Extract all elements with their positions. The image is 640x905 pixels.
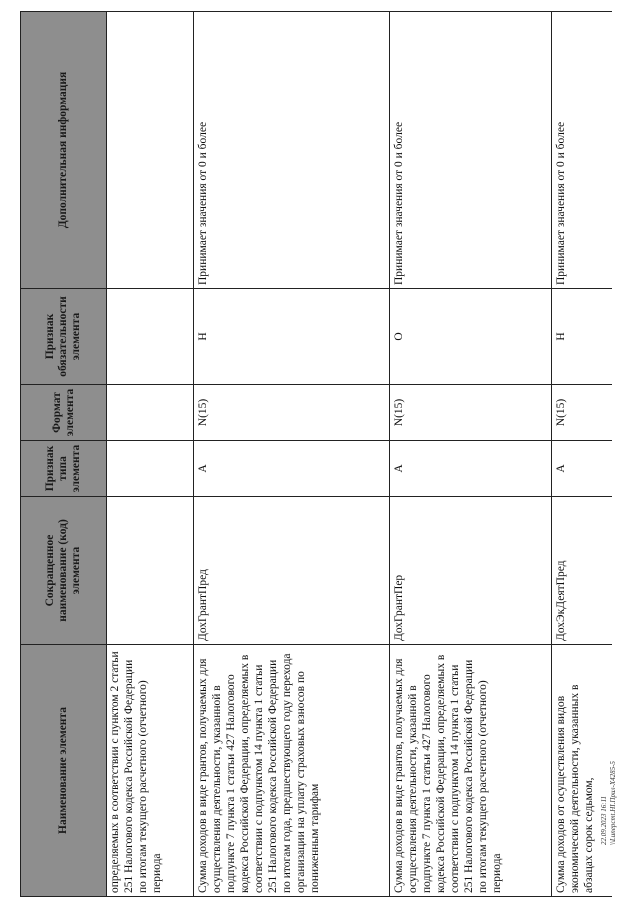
row-info: Принимает значения от 0 и более [390, 11, 552, 288]
row-name: Сумма доходов от осуществления видов экономической деятельности, указанных в абзацах сорок седьмом, [552, 644, 612, 896]
header-code: Сокращенное наименование (код) элемента [21, 496, 107, 644]
header-required: Признак обязательности элемента [21, 288, 107, 384]
row-required: О [390, 288, 552, 384]
row-format: N(15) [552, 384, 612, 440]
table-row [106, 11, 194, 897]
row-name: Сумма доходов в виде грантов, получаемых для осуществления деятельности, указанной в подпункте 7 пункта 1 статьи 427 Налогового кодекса Российской Федерации, определяемых в соответствии с подпунктом 14 пункта 1 статьи 251 Налогового кодекса Российской Федерации по итогам года, предшествующего году перехода организации на уплату страховых взносов по пониженным тарифам [194, 644, 390, 896]
row-code [106, 496, 194, 644]
row-required [106, 288, 194, 384]
row-info: Принимает значения от 0 и более [552, 11, 612, 288]
row-format: N(15) [390, 384, 552, 440]
table-row [390, 11, 552, 897]
row-type: А [390, 440, 552, 496]
row-name: Сумма доходов в виде грантов, получаемых для осуществления деятельности, указанной в подпункте 7 пункта 1 статьи 427 Налогового кодекса Российской Федерации, определяемых в соответствии с подпунктом 14 пункта 1 статьи 251 Налогового кодекса Российской Федерации по итогам текущего расчетного (отчетного) периода [390, 644, 552, 896]
table-header-row [20, 11, 107, 897]
row-info: Принимает значения от 0 и более [194, 11, 390, 288]
footer-timestamp: 22.09.2023 16:11 [600, 795, 608, 845]
row-type [106, 440, 194, 496]
row-type: А [194, 440, 390, 496]
header-format: Формат элемента [21, 384, 107, 440]
header-name: Наименование элемента [21, 644, 107, 896]
footer-stamp [600, 761, 640, 865]
row-code: ДохГрантПер [390, 496, 552, 644]
element-table [20, 12, 612, 897]
row-required: Н [552, 288, 612, 384]
row-code: ДохГрантПред [194, 496, 390, 644]
row-format [106, 384, 194, 440]
footer-document-id: \\Lunepcmt.HI.Прил-X4285-5 [609, 761, 617, 845]
row-name: определяемых в соответствии с пунктом 2 статьи 251 Налогового кодекса Российской Федерации по итогам текущего расчетного (отчетного) периода [106, 644, 194, 896]
row-required: Н [194, 288, 390, 384]
row-code: ДохЭкДеятПред [552, 496, 612, 644]
row-format: N(15) [194, 384, 390, 440]
table-row [194, 11, 390, 897]
header-type: Признак типа элемента [21, 440, 107, 496]
row-type: А [552, 440, 612, 496]
header-info: Дополнительная информация [21, 11, 107, 288]
row-info [106, 11, 194, 288]
